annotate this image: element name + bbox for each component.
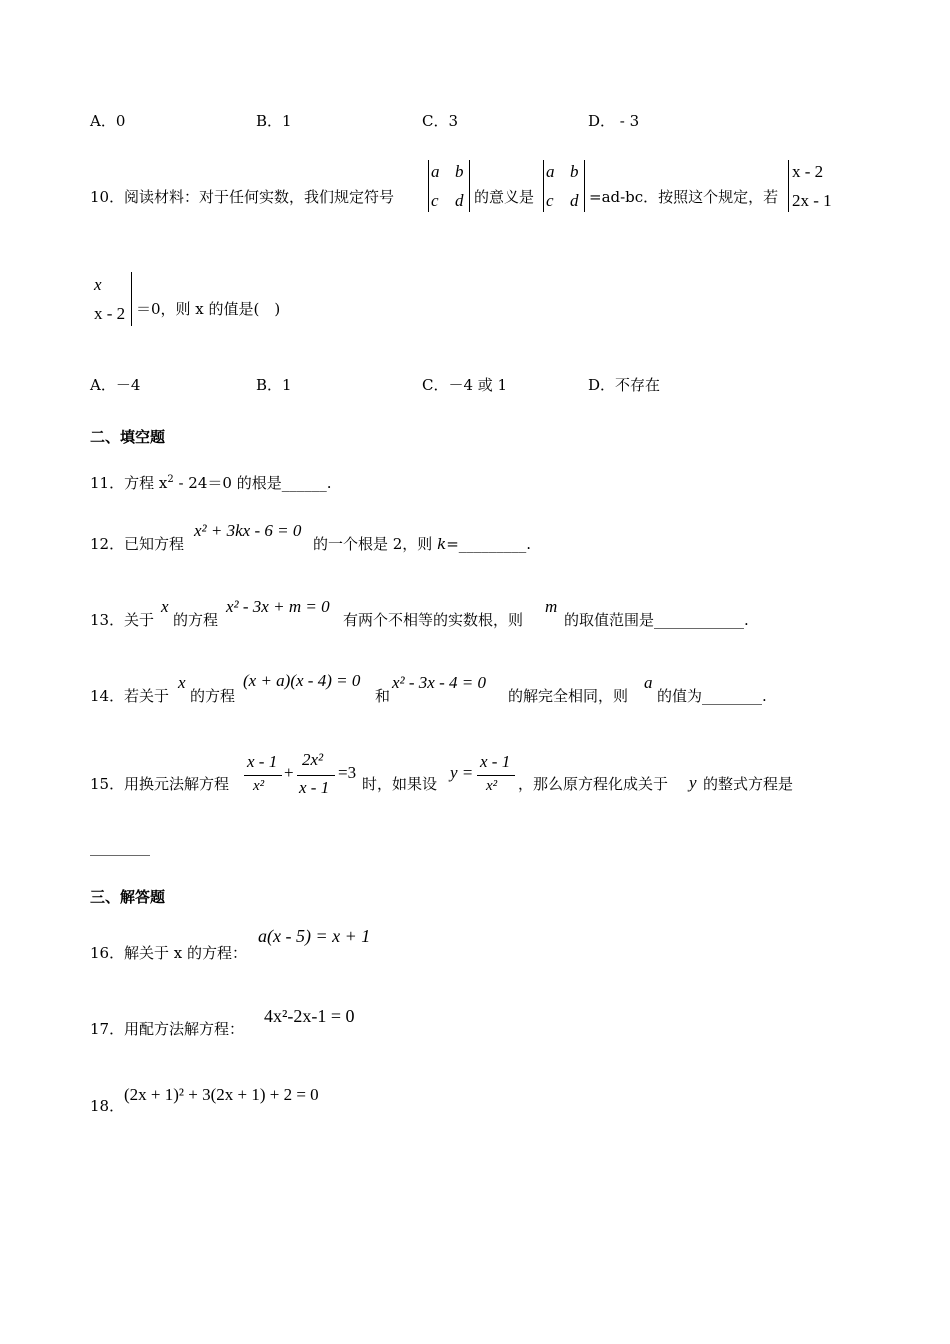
q15-answer-blank: ________: [90, 838, 150, 856]
q15-fraction-1-denominator: x²: [253, 778, 265, 794]
q15-plus: +: [284, 763, 294, 782]
q16-equation: a(x - 5) = x + 1: [258, 926, 371, 946]
q9-option-a: A．0: [90, 112, 126, 130]
q12-tail: [313, 535, 531, 553]
det1-a: a: [431, 162, 440, 181]
q15-text-1: 用换元法解方程: [124, 775, 230, 793]
q15-text-2: 时，如果设: [362, 775, 438, 793]
q13-text-3: 有两个不相等的实数根，则: [343, 611, 524, 629]
q13-number: 13．: [90, 611, 125, 629]
q10-option-c: C．－4 或 1: [422, 376, 508, 394]
q14-text-5: 的值为________.: [657, 687, 767, 705]
q13-x: x: [161, 597, 169, 616]
q15-fraction-3-bar: [477, 775, 515, 776]
q11-superscript: 2: [167, 474, 174, 485]
question-11: [90, 471, 331, 492]
q11-text-2: - 24＝0 的根是______.: [173, 474, 332, 492]
q12-text-1: 已知方程: [124, 535, 185, 553]
q15-text-3: ，那么原方程化成关于: [518, 775, 669, 793]
q12-text-2: 的一个根是 2，则: [313, 535, 438, 553]
q17-text-1: 用配方法解方程：: [124, 1020, 245, 1038]
det1-b: b: [455, 162, 464, 181]
q18-equation: (2x + 1)² + 3(2x + 1) + 2 = 0: [124, 1085, 319, 1104]
det3-m21: 2x - 1: [792, 191, 832, 210]
det2-c: c: [546, 191, 554, 210]
det3-right-bar: [131, 272, 132, 326]
det2-a: a: [546, 162, 555, 181]
q17-equation: 4x²-2x-1 = 0: [264, 1006, 355, 1026]
q9-option-c: C．3: [422, 112, 459, 130]
q15-fraction-3-numerator: x - 1: [480, 752, 511, 771]
q15-fraction-3-denominator: x²: [486, 778, 498, 794]
q12-text-3: =_________.: [446, 535, 532, 553]
q16-number: 16．: [90, 944, 125, 962]
q15-fraction-1-numerator: x - 1: [247, 752, 278, 771]
section-title-answer: 三、解答题: [90, 888, 166, 906]
q15-number: 15．: [90, 775, 125, 793]
q15-fraction-1-bar: [244, 775, 282, 776]
q15-text-4: 的整式方程是: [703, 775, 794, 793]
q10-text-1: 阅读材料：对于任何实数，我们规定符号: [124, 188, 395, 206]
q16-text-1: 解关于 x 的方程：: [124, 944, 247, 962]
q14-text-2: 的方程: [190, 687, 236, 705]
q10-text-4: ＝0，则 x 的值是( ): [136, 300, 281, 318]
q10-number: 10．: [90, 188, 125, 206]
section-title-fill-in: 二、填空题: [90, 428, 166, 446]
q9-option-d: D． - 3: [588, 112, 640, 130]
q14-x: x: [178, 673, 186, 692]
q18-number: 18．: [90, 1097, 125, 1115]
det3-m12: x: [94, 275, 102, 294]
q11-number: 11．: [90, 474, 125, 492]
det3-m22: x - 2: [94, 304, 126, 323]
q14-equation-1: (x + a)(x - 4) = 0: [243, 671, 361, 690]
det2-d: d: [570, 191, 579, 210]
q10-option-b: B．1: [256, 376, 292, 394]
det3-m11: x - 2: [792, 162, 824, 181]
q11-text-1: 方程 x: [124, 474, 168, 492]
det2-b: b: [570, 162, 579, 181]
q14-text-1: 若关于: [124, 687, 170, 705]
q12-k: k: [437, 535, 447, 553]
q10-option-a: A．－4: [90, 376, 141, 394]
q15-equals-3: =3: [338, 763, 357, 782]
q14-number: 14．: [90, 687, 125, 705]
q9-option-b: B．1: [256, 112, 292, 130]
q15-y: y: [689, 773, 697, 792]
q14-equation-2: x² - 3x - 4 = 0: [392, 673, 486, 692]
q13-equation: x² - 3x + m = 0: [226, 597, 330, 616]
q13-text-1: 关于: [124, 611, 155, 629]
q10-text-3: =ad-bc．按照这个规定，若: [589, 188, 779, 206]
q12-equation: x² + 3kx - 6 = 0: [194, 521, 302, 540]
q10-option-d: D．不存在: [588, 376, 661, 394]
q10-text-2: 的意义是: [474, 188, 535, 206]
q15-fraction-2-bar: [297, 775, 335, 776]
q14-a: a: [644, 673, 653, 692]
q13-m: m: [545, 597, 558, 616]
q12-number: 12．: [90, 535, 125, 553]
q13-text-2: 的方程: [173, 611, 219, 629]
q15-y-equals: y =: [450, 763, 474, 782]
det3-left-bar: [788, 160, 789, 212]
q13-text-4: 的取值范围是____________.: [564, 611, 749, 629]
q14-text-4: 的解完全相同，则: [508, 687, 629, 705]
det1-c: c: [431, 191, 439, 210]
q15-fraction-2-numerator: 2x²: [302, 750, 324, 769]
q15-fraction-2-denominator: x - 1: [299, 778, 330, 797]
det1-d: d: [455, 191, 464, 210]
q14-text-3: 和: [375, 687, 391, 705]
q17-number: 17．: [90, 1020, 125, 1038]
